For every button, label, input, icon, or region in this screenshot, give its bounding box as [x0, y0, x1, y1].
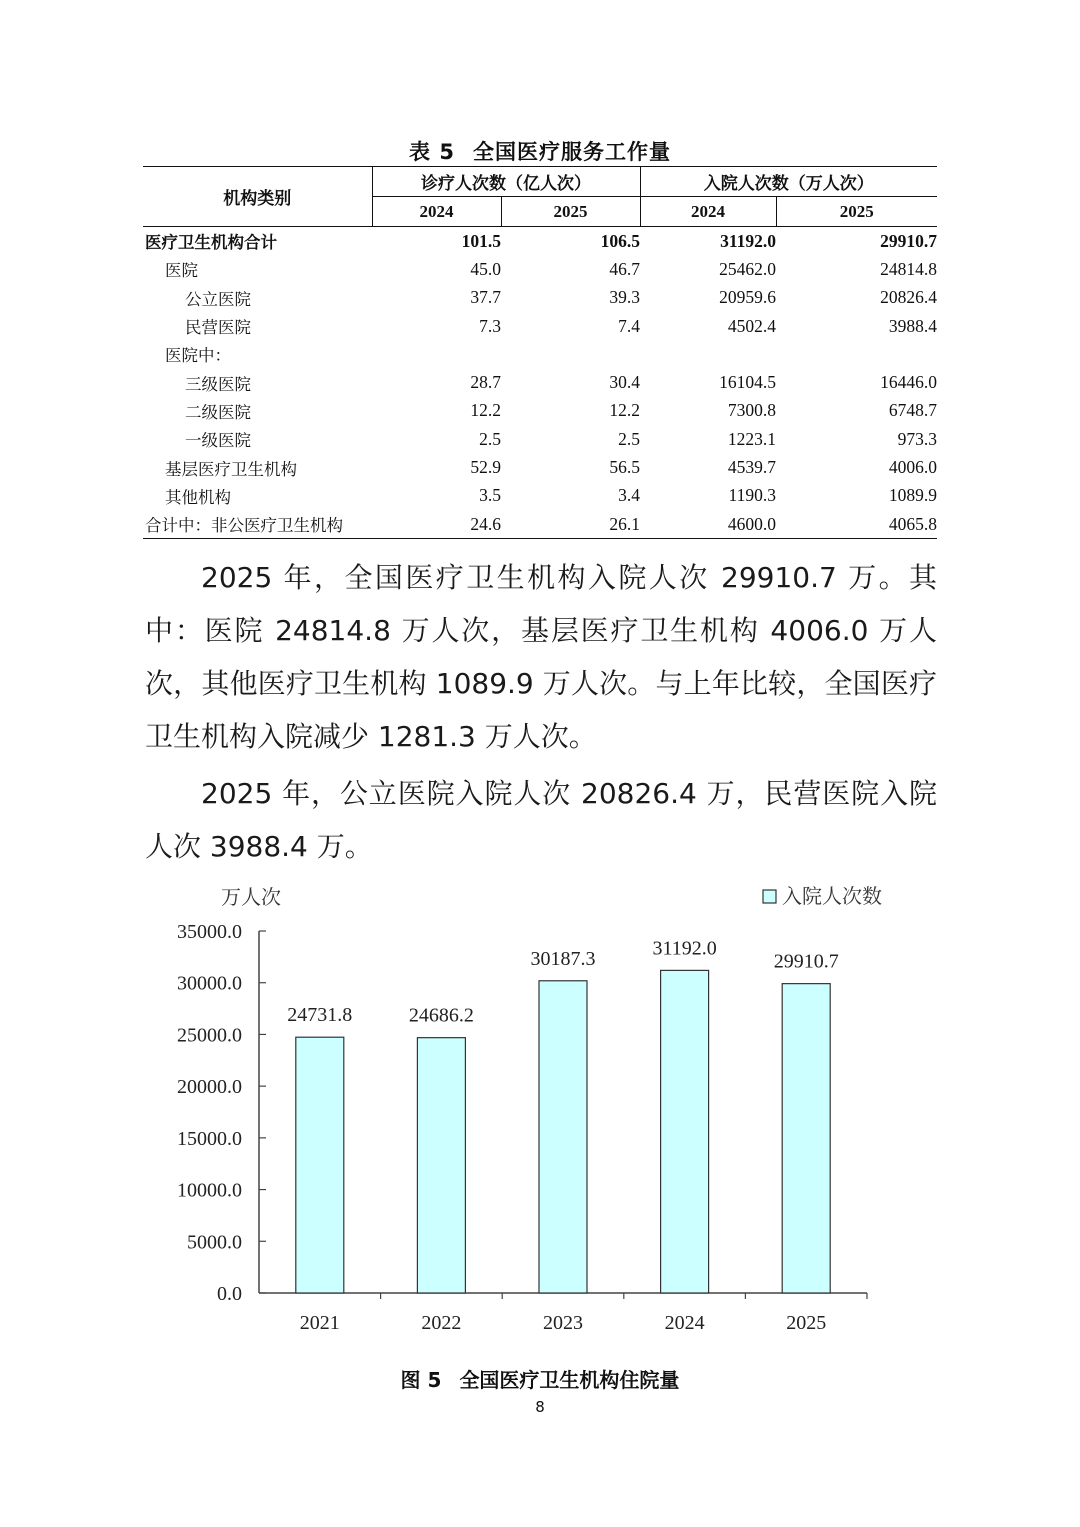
- paragraph-admissions: [145, 551, 937, 763]
- legend-swatch: [763, 890, 776, 903]
- cell-value: 7.3: [479, 315, 501, 336]
- cell-value: 6748.7: [888, 400, 937, 421]
- legend-label: 入院人次数: [782, 884, 882, 908]
- row-label: 基层医疗卫生机构: [165, 459, 297, 479]
- bar-2023: [539, 981, 587, 1293]
- cell-value: 46.7: [609, 258, 640, 279]
- row-label: 医院中：: [165, 346, 231, 366]
- cell-value: 12.2: [609, 400, 640, 421]
- y-tick-label: 30000.0: [177, 972, 242, 995]
- cell-value: [372, 340, 501, 368]
- table-label: 表 5: [409, 140, 455, 164]
- paragraph-text: 2025 年，全国医疗卫生机构入院人次 29910.7 万。其中：医院 24814.8 万人次，基层医疗卫生机构 4006.0 万人次，其他医疗卫生机构 1089.9 万人次。与上年比较，全国医疗卫生机构入院减少 1281.3 万人次。: [145, 561, 937, 753]
- bar-2022: [417, 1038, 465, 1293]
- cell-value: 3.4: [618, 485, 640, 506]
- y-axis-label: 万人次: [221, 885, 281, 909]
- cell-value: 20826.4: [880, 287, 937, 308]
- cell-value: 16446.0: [880, 372, 937, 393]
- cell-value: 106.5: [600, 230, 640, 251]
- header-year: 2024: [640, 197, 776, 227]
- x-tick-label: 2025: [786, 1312, 827, 1334]
- table-row: [143, 425, 937, 453]
- cell-value: 4065.8: [776, 510, 937, 539]
- bar-data-label: 24731.8: [287, 1004, 353, 1027]
- header-year: 2024: [372, 197, 501, 227]
- x-tick-label: 2022: [421, 1312, 462, 1334]
- page-number: 8: [535, 1398, 545, 1416]
- cell-value: 101.5: [461, 230, 501, 251]
- row-label: 公立医院: [185, 289, 251, 309]
- figure-title: 全国医疗卫生机构住院量: [459, 1368, 680, 1392]
- row-label: 医疗卫生机构合计: [145, 233, 277, 253]
- service-workload-table: [143, 166, 937, 539]
- cell-value: 31192.0: [720, 230, 776, 251]
- cell-value: 16104.5: [719, 372, 776, 393]
- table-body: [143, 227, 937, 539]
- x-tick-label: 2021: [299, 1312, 340, 1334]
- table-row: [143, 284, 937, 312]
- table-row: [143, 255, 937, 283]
- paragraph-text: 2025 年，公立医院入院人次 20826.4 万，民营医院入院人次 3988.4 万。: [145, 777, 937, 863]
- cell-value: 1223.1: [727, 428, 776, 449]
- cell-value: 2.5: [618, 428, 640, 449]
- bar-data-label: 31192.0: [652, 937, 717, 960]
- row-label: 民营医院: [185, 318, 251, 338]
- cell-value: 28.7: [470, 372, 501, 393]
- cell-value: 29910.7: [880, 230, 937, 251]
- bar-2025: [782, 984, 830, 1293]
- row-label: 医院: [165, 261, 198, 281]
- cell-value: 39.3: [609, 287, 640, 308]
- table-row: [143, 453, 937, 481]
- x-tick-label: 2024: [664, 1312, 705, 1334]
- cell-value: 20959.6: [719, 287, 776, 308]
- header-visits: 诊疗人次数（亿人次）: [372, 167, 640, 197]
- bar-2021: [296, 1037, 344, 1293]
- table-title: [0, 136, 1080, 166]
- row-label: 二级医院: [185, 402, 251, 422]
- y-tick-label: 35000.0: [177, 921, 242, 943]
- cell-value: [501, 340, 640, 368]
- cell-value: 24814.8: [880, 258, 937, 279]
- cell-value: 26.1: [501, 510, 640, 539]
- cell-value: 3.5: [479, 485, 501, 506]
- y-tick-label: 10000.0: [177, 1179, 242, 1202]
- row-label: 合计中：非公医疗卫生机构: [143, 510, 372, 539]
- cell-value: 1089.9: [888, 485, 937, 506]
- cell-value: 1190.3: [728, 485, 776, 506]
- figure-caption: [0, 1364, 1080, 1393]
- figure-label: 图 5: [400, 1368, 442, 1392]
- y-tick-label: 25000.0: [177, 1024, 242, 1047]
- admissions-bar-chart: [0, 870, 1080, 1360]
- bar-data-label: 30187.3: [530, 947, 596, 970]
- cell-value: 37.7: [470, 287, 501, 308]
- table-row: [143, 227, 937, 256]
- cell-value: 2.5: [479, 428, 501, 449]
- cell-value: 4539.7: [727, 457, 776, 478]
- table-row: [143, 368, 937, 396]
- table-row: [143, 312, 937, 340]
- row-label: 一级医院: [185, 431, 251, 451]
- cell-value: 4600.0: [640, 510, 776, 539]
- table-title-text: 全国医疗服务工作量: [472, 140, 671, 164]
- header-category: 机构类别: [143, 167, 372, 227]
- table-row: [143, 510, 937, 539]
- cell-value: 4502.4: [727, 315, 776, 336]
- header-year: 2025: [776, 197, 937, 227]
- bar-2024: [661, 970, 709, 1293]
- cell-value: 12.2: [470, 400, 501, 421]
- cell-value: 4006.0: [888, 457, 937, 478]
- row-label: 三级医院: [185, 374, 251, 394]
- table-row: [143, 397, 937, 425]
- paragraph-public-private: [145, 767, 937, 873]
- table-row: [143, 340, 937, 368]
- cell-value: [640, 340, 776, 368]
- header-admissions: 入院人次数（万人次）: [640, 167, 937, 197]
- table-row: [143, 482, 937, 510]
- cell-value: 25462.0: [719, 258, 776, 279]
- cell-value: 7300.8: [727, 400, 776, 421]
- y-tick-label: 0.0: [217, 1283, 242, 1305]
- bar-data-label: 29910.7: [773, 950, 839, 973]
- cell-value: 24.6: [372, 510, 501, 539]
- cell-value: 56.5: [609, 457, 640, 478]
- cell-value: [776, 340, 937, 368]
- y-tick-label: 20000.0: [177, 1076, 242, 1099]
- cell-value: 7.4: [618, 315, 640, 336]
- cell-value: 30.4: [609, 372, 640, 393]
- y-tick-label: 5000.0: [187, 1231, 242, 1254]
- cell-value: 3988.4: [888, 315, 937, 336]
- cell-value: 52.9: [470, 457, 501, 478]
- cell-value: 45.0: [470, 258, 501, 279]
- y-tick-label: 15000.0: [177, 1127, 242, 1150]
- header-year: 2025: [501, 197, 640, 227]
- row-label: 其他机构: [165, 487, 231, 507]
- bar-data-label: 24686.2: [408, 1004, 474, 1027]
- cell-value: 973.3: [897, 428, 937, 449]
- x-tick-label: 2023: [543, 1312, 583, 1334]
